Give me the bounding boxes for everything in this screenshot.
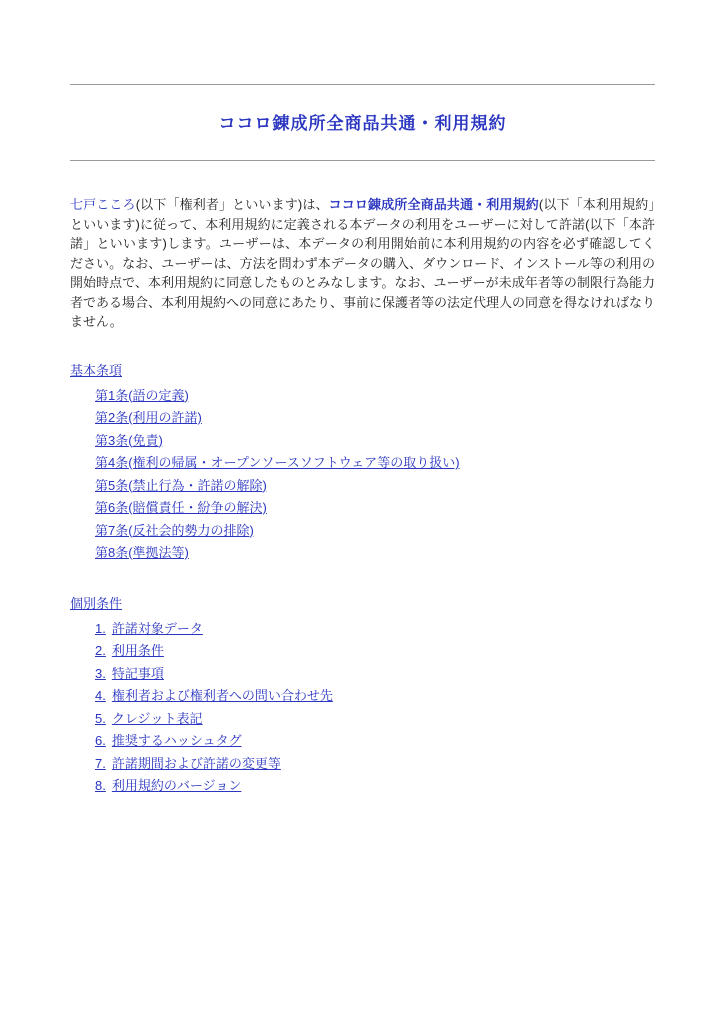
- title-divider: [70, 160, 655, 161]
- article-link-7[interactable]: 第7条(反社会的勢力の排除): [95, 522, 254, 538]
- individual-terms-section: [70, 593, 655, 798]
- individual-link-1[interactable]: [95, 621, 203, 636]
- article-link-3[interactable]: 第3条(免責): [95, 432, 163, 448]
- article-list-item: [95, 475, 655, 498]
- item-number: 6.: [95, 733, 106, 748]
- individual-link-4[interactable]: [95, 688, 333, 703]
- article-link-6[interactable]: 第6条(賠償責任・紛争の解決): [95, 500, 267, 515]
- article-link-8[interactable]: 第8条(準拠法等): [95, 545, 189, 560]
- item-label: 推奨するハッシュタグ: [111, 733, 242, 748]
- article-link-1[interactable]: 第1条(語の定義): [95, 387, 189, 403]
- basic-terms-section: [70, 360, 655, 565]
- item-label: 利用規約のバージョン: [111, 778, 242, 793]
- article-list-item: [95, 385, 655, 408]
- item-label: クレジット表記: [111, 710, 203, 726]
- rights-holder-link[interactable]: 七戸こころ: [70, 197, 136, 212]
- article-list-item: [95, 430, 655, 453]
- intro-paragraph: [70, 195, 655, 332]
- individual-list-item: [95, 775, 655, 798]
- intro-body-text: (以下「本利用規約」といいます)に従って、本利用規約に定義される本データの利用をユーザーに対して許諾(以下「本許諾」といいます)します。ユーザーは、本データの利用開始前に本利用規約の内容を必ず確認してください。なお、ユーザーは、方法を問わず本データの購入、ダウンロード、インストール等の利用の開始時点で、本利用規約に同意したものとみなします。なお、ユーザーが未成年者等の制限行為能力者である場合、本利用規約への同意にあたり、事前に保護者等の法定代理人の同意を得なければなりません。: [70, 197, 656, 329]
- individual-link-7[interactable]: [95, 756, 281, 771]
- individual-terms-list: [70, 618, 655, 798]
- article-list-item: [95, 542, 655, 565]
- article-link-4[interactable]: 第4条(権利の帰属・オープンソースソフトウェア等の取り扱い): [95, 455, 460, 470]
- item-number: 5.: [95, 710, 106, 726]
- individual-list-item: [95, 730, 655, 753]
- individual-list-item: [95, 685, 655, 708]
- individual-link-8[interactable]: [95, 778, 241, 793]
- individual-list-item: [95, 663, 655, 686]
- individual-link-6[interactable]: [95, 733, 242, 748]
- article-link-5[interactable]: 第5条(禁止行為・許諾の解除): [95, 477, 267, 493]
- item-number: 1.: [95, 620, 106, 636]
- item-number: 3.: [95, 665, 106, 681]
- item-label: 利用条件: [111, 643, 164, 658]
- individual-list-item: [95, 618, 655, 641]
- individual-terms-heading-link[interactable]: 個別条件: [70, 595, 123, 611]
- basic-terms-list: [70, 385, 655, 565]
- top-divider: [70, 84, 655, 85]
- item-label: 権利者および権利者への問い合わせ先: [111, 688, 333, 703]
- article-link-2[interactable]: 第2条(利用の許諾): [95, 410, 202, 425]
- item-number: 7.: [95, 755, 106, 771]
- article-list-item: [95, 520, 655, 543]
- page-title: ココロ錬成所全商品共通・利用規約: [218, 114, 507, 133]
- individual-list-item: [95, 640, 655, 663]
- item-number: 4.: [95, 688, 106, 703]
- item-label: 特記事項: [111, 665, 164, 681]
- article-list-item: [95, 452, 655, 475]
- intro-text-after-holder: (以下「権利者」といいます)は、: [135, 197, 329, 212]
- item-number: 2.: [95, 643, 106, 658]
- article-list-item: [95, 407, 655, 430]
- individual-list-item: [95, 753, 655, 776]
- basic-terms-heading-link[interactable]: 基本条項: [70, 362, 123, 378]
- individual-link-5[interactable]: [95, 711, 203, 726]
- individual-link-2[interactable]: [95, 643, 164, 658]
- item-label: 許諾対象データ: [111, 620, 203, 636]
- article-list-item: [95, 497, 655, 520]
- terms-name-inline: ココロ錬成所全商品共通・利用規約: [328, 197, 539, 212]
- individual-list-item: [95, 708, 655, 731]
- item-label: 許諾期間および許諾の変更等: [111, 755, 281, 771]
- item-number: 8.: [95, 778, 106, 793]
- individual-link-3[interactable]: [95, 666, 164, 681]
